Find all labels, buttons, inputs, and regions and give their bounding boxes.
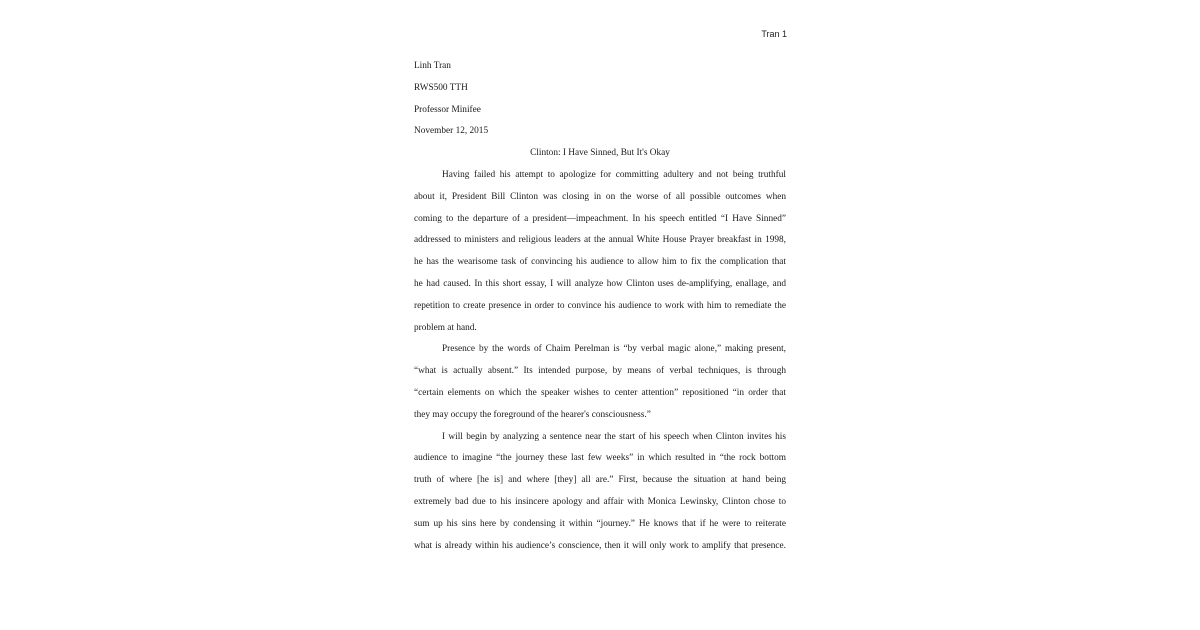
paragraph-line: he has the wearisome task of convincing his audience to allow him to fix the complication that	[414, 257, 786, 268]
paragraph-1	[414, 165, 786, 339]
course-name: RWS500 TTH	[414, 82, 468, 93]
essay-title: Clinton: I Have Sinned, But It's Okay	[530, 148, 670, 159]
paragraph-line: addressed to ministers and religious leaders at the annual White House Prayer breakfast in 1998,	[414, 235, 786, 246]
paragraph-line: I will begin by analyzing a sentence near the start of his speech when Clinton invites his	[442, 431, 786, 442]
paragraph-line: “what is actually absent.” Its intended purpose, by means of verbal techniques, is through	[414, 366, 786, 377]
document-body	[414, 56, 786, 557]
paragraph-line: sum up his sins here by condensing it within “journey.” He knows that if he were to reiterate	[414, 518, 786, 529]
paragraph-line: they may occupy the foreground of the hearer's consciousness.”	[414, 409, 651, 420]
paragraph-line: Presence by the words of Chaim Perelman is “by verbal magic alone,” making present,	[442, 344, 786, 355]
professor-name: Professor Minifee	[414, 104, 481, 115]
paragraph-line: about it, President Bill Clinton was closing in on the worse of all possible outcomes when	[414, 191, 786, 202]
paragraph-line: repetition to create presence in order to convince his audience to work with him to remediate the	[414, 300, 786, 311]
document-date: November 12, 2015	[414, 126, 489, 137]
paragraph-line: “certain elements on which the speaker wishes to center attention” repositioned “in order that	[414, 387, 786, 398]
paragraph-2	[414, 339, 786, 426]
paragraph-line: he had caused. In this short essay, I will analyze how Clinton uses de-amplifying, enallage, and	[414, 278, 786, 289]
paragraph-line: truth of where [he is] and where [they] all are.” First, because the situation at hand being	[414, 475, 786, 486]
running-head: Tran 1	[761, 29, 787, 39]
paragraph-line: Having failed his attempt to apologize for committing adultery and not being truthful	[442, 169, 786, 180]
paragraph-3	[414, 427, 786, 558]
paragraph-line: problem at hand.	[414, 322, 477, 333]
paragraph-line: coming to the departure of a president—impeachment. In his speech entitled “I Have Sinned”	[414, 213, 786, 224]
paragraph-line: what is already within his audience’s conscience, then it will only work to amplify that presence.	[414, 540, 786, 551]
paragraph-line: extremely bad due to his insincere apology and affair with Monica Lewinsky, Clinton chose to	[414, 496, 786, 507]
paragraph-line: audience to imagine “the journey these last few weeks” in which resulted in “the rock bottom	[414, 453, 786, 464]
author-name: Linh Tran	[414, 61, 451, 71]
